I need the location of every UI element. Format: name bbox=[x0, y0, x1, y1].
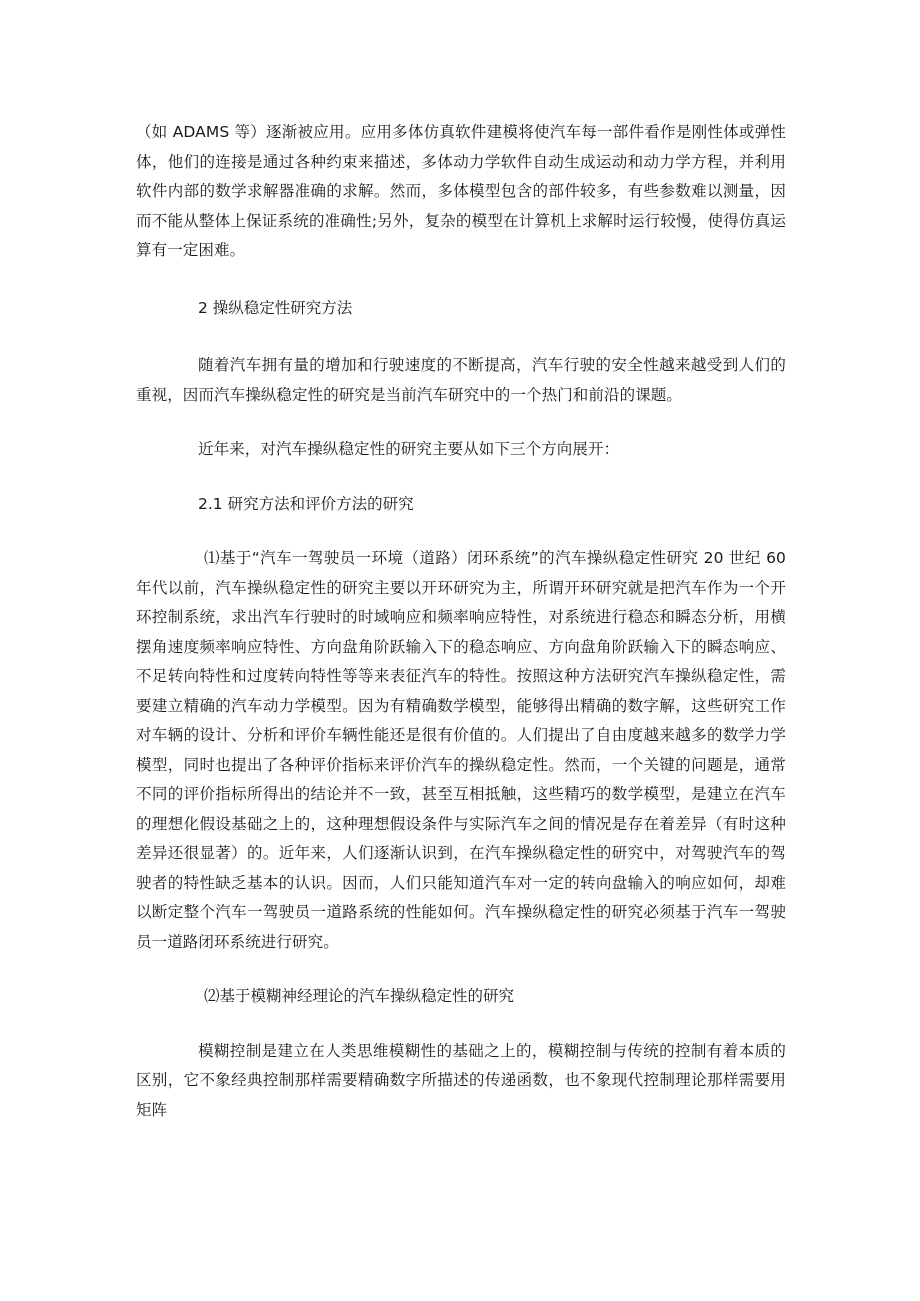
section-heading-2: 2 操纵稳定性研究方法 bbox=[198, 298, 353, 317]
spacer bbox=[136, 266, 786, 294]
spacer bbox=[136, 465, 786, 490]
spacer bbox=[136, 410, 786, 435]
spacer bbox=[136, 323, 786, 351]
item-heading-fuzzy-neural: ⑵基于模糊神经理论的汽车操纵稳定性的研究 bbox=[204, 987, 515, 1005]
spacer bbox=[136, 1012, 786, 1037]
paragraph-safety: 随着汽车拥有量的增加和行驶速度的不断提高，汽车行驶的安全性越来越受到人们的重视，因而汽车操纵稳定性的研究是当前汽车研究中的一个热门和前沿的课题。 bbox=[136, 356, 786, 404]
paragraph-three-directions: 近年来，对汽车操纵稳定性的研究主要从如下三个方向展开： bbox=[198, 440, 620, 458]
paragraph-closed-loop-research: ⑴基于“汽车一驾驶员一环境（道路）闭环系统”的汽车操纵稳定性研究 20 世纪 60 年代以前，汽车操纵稳定性的研究主要以开环研究为主，所谓开环研究就是把汽车作为一个开环控制系统，求出汽车行驶时的时域响应和频率响应特性，对系统进行稳态和瞬态分析，用横摆角速度频率响应特性、方向盘角阶跃输入下的稳态响应、方向盘角阶跃输入下的瞬态响应、不足转向特性和过度转向特性等等来表征汽车的特性。按照这种方法研究汽车操纵稳定性，需要建立精确的汽车动力学模型。因为有精确数学模型，能够得出精确的数字解，这些研究工作对车辆的设计、分析和评价车辆性能还是很有价值的。人们提出了自由度越来越多的数学力学模型，同时也提出了各种评价指标来评价汽车的操纵稳定性。然而，一个关键的问题是，通常不同的评价指标所得出的结论并不一致，甚至互相抵触，这些精巧的数学模型，是建立在汽车的理想化假设基础之上的，这种理想假设条件与实际汽车之间的情况是存在着差异（有时这种差异还很显著）的。近年来，人们逐渐认识到，在汽车操纵稳定性的研究中，对驾驶汽车的驾驶者的特性缺乏基本的认识。因而，人们只能知道汽车对一定的转向盘输入的响应如何，却难以断定整个汽车一驾驶员一道路系统的性能如何。汽车操纵稳定性的研究必须基于汽车一驾驶员一道路闭环系统进行研究。 bbox=[136, 549, 786, 951]
spacer bbox=[136, 519, 786, 544]
paragraph-multibody-software: （如 ADAMS 等）逐渐被应用。应用多体仿真软件建模将使汽车每一部件看作是刚性体或弹性体，他们的连接是通过各种约束来描述，多体动力学软件自动生成运动和动力学方程，并利用软件内部的数学求解器准确的求解。然而，多体模型包含的部件较多，有些参数难以测量，因而不能从整体上保证系统的准确性;另外，复杂的模型在计算机上求解时运行较慢，使得仿真运算有一定困难。 bbox=[136, 123, 786, 259]
paragraph-fuzzy-control: 模糊控制是建立在人类思维模糊性的基础之上的，模糊控制与传统的控制有着本质的区别，它不象经典控制那样需要精确数字所描述的传递函数，也不象现代控制理论那样需要用矩阵 bbox=[136, 1041, 786, 1119]
section-heading-2-1: 2.1 研究方法和评价方法的研究 bbox=[198, 494, 414, 513]
document-page bbox=[136, 118, 786, 1125]
spacer bbox=[136, 957, 786, 982]
